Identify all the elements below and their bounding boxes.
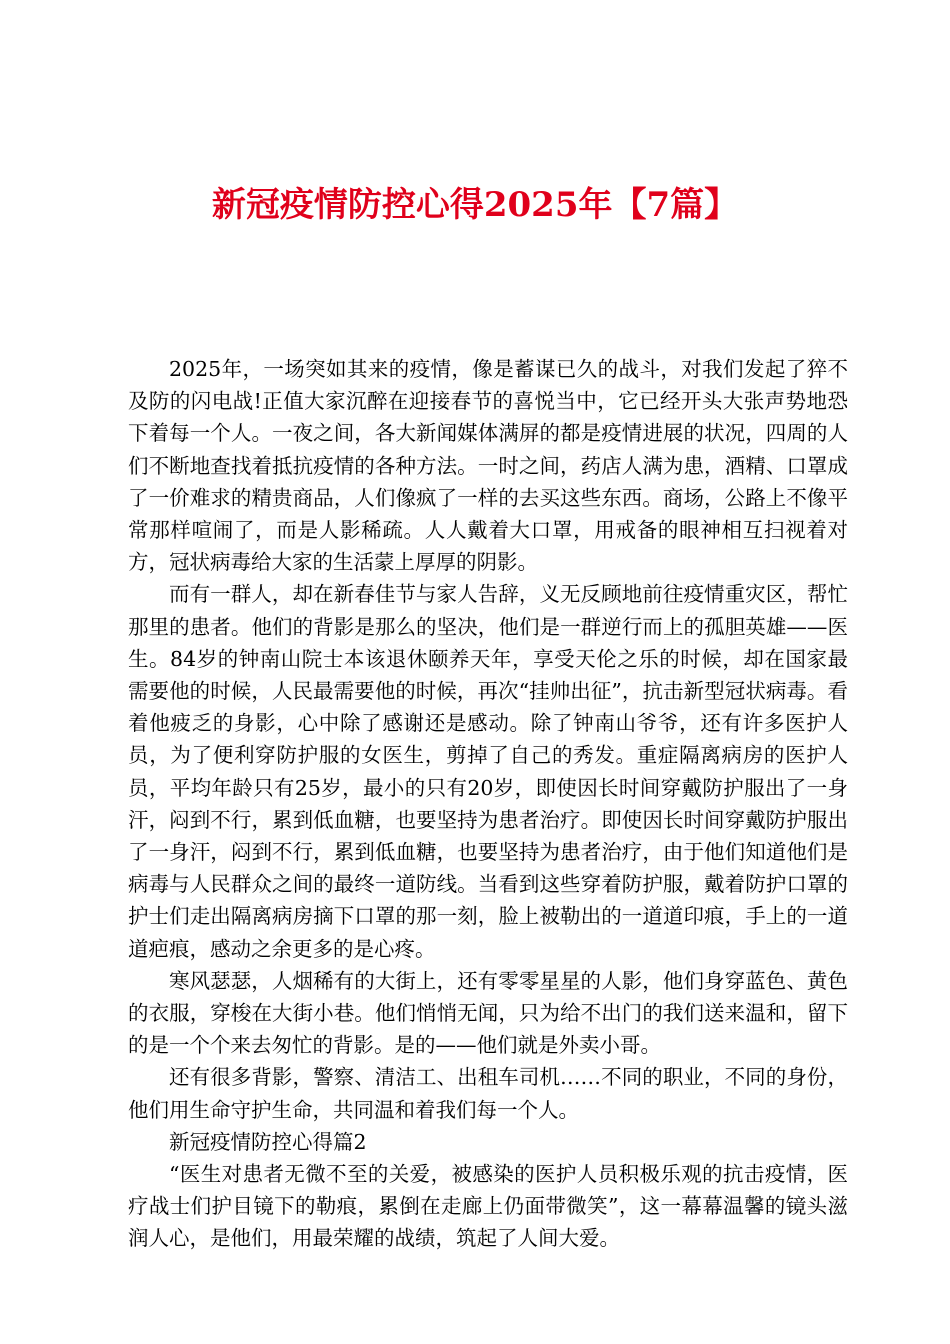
paragraph-2: 而有一群人，却在新春佳节与家人告辞，义无反顾地前往疫情重灾区，帮忙那里的患者。他们的背影是那么的坚决，他们是一群逆行而上的孤胆英雄——医生。84岁的钟南山院士本该退休颐养天年，享受天伦之乐的时候，却在国家最需要他的时候，人民最需要他的时候，再次“挂帅出征”，抗击新型冠状病毒。看着他疲乏的身影，心中除了感谢还是感动。除了钟南山爷爷，还有许多医护人员，为了便利穿防护服的女医生，剪掉了自己的秀发。重症隔离病房的医护人员，平均年龄只有25岁，最小的只有20岁，即使因长时间穿戴防护服出了一身汗，闷到不行，累到低血糖，也要坚持为患者治疗。即使因长时间穿戴防护服出了一身汗，闷到不行，累到低血糖，也要坚持为患者治疗，由于他们知道他们是病毒与人民群众之间的最终一道防线。当看到这些穿着防护服，戴着防护口罩的护士们走出隔离病房摘下口罩的那一刻，脸上被勒出的一道道印痕，手上的一道道疤痕，感动之余更多的是心疼。	[128, 582, 848, 961]
paragraph-3: 寒风瑟瑟，人烟稀有的大街上，还有零零星星的人影，他们身穿蓝色、黄色的衣服，穿梭在大街小巷。他们悄悄无闻，只为给不出门的我们送来温和，留下的是一个个来去匆忙的背影。是的——他们就是外卖小哥。	[128, 968, 848, 1058]
paragraph-1: 2025年，一场突如其来的疫情，像是蓄谋已久的战斗，对我们发起了猝不及防的闪电战!正值大家沉醉在迎接春节的喜悦当中，它已经开头大张声势地恐下着每一个人。一夜之间，各大新闻媒体满屏的都是疫情进展的状况，四周的人们不断地查找着抵抗疫情的各种方法。一时之间，药店人满为患，酒精、口罩成了一价难求的精贵商品，人们像疯了一样的去买这些东西。商场，公路上不像平常那样喧闹了，而是人影稀疏。人人戴着大口罩，用戒备的眼神相互扫视着对方，冠状病毒给大家的生活蒙上厚厚的阴影。	[128, 357, 848, 575]
document-title: 新冠疫情防控心得2025年【7篇】	[211, 185, 739, 225]
section-heading: 新冠疫情防控心得篇2	[169, 1129, 367, 1154]
document-body	[128, 353, 848, 1255]
paragraph-4: 还有很多背影，警察、清洁工、出租车司机……不同的职业，不同的身份，他们用生命守护生命，共同温和着我们每一个人。	[128, 1065, 848, 1122]
paragraph-5: “医生对患者无微不至的关爱，被感染的医护人员积极乐观的抗击疫情，医疗战士们护目镜下的勒痕，累倒在走廊上仍面带微笑”，这一幕幕温馨的镜头滋润人心，是他们，用最荣耀的战绩，筑起了人间大爱。	[128, 1162, 848, 1251]
